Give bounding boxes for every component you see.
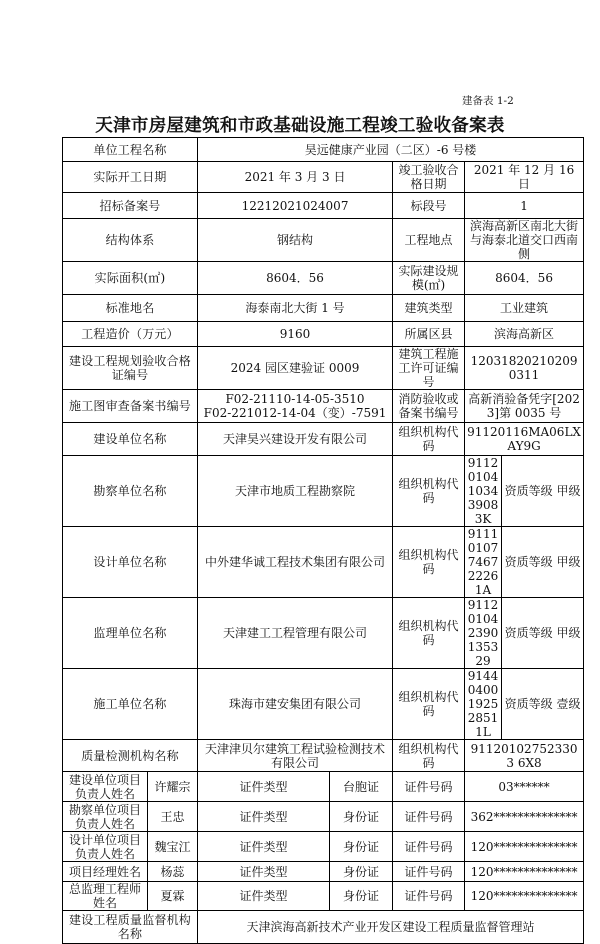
district-value: 滨海高新区 (465, 322, 584, 347)
table-row (63, 162, 584, 193)
builder-code-value: 91120116MA06LXAY9G (465, 423, 584, 456)
tender-no-label: 招标备案号 (63, 193, 198, 219)
table-row (63, 262, 584, 295)
drawing-review-value-2: F02-221012-14-04（变）-7591 (203, 406, 387, 420)
id-type-label: 证件类型 (198, 772, 330, 802)
person-role: 总监理工程师姓名 (63, 882, 148, 911)
filing-table (62, 137, 584, 944)
acceptance-date-value: 2021 年 12 月 16 日 (465, 162, 584, 193)
table-row (63, 802, 584, 832)
planning-cert-label: 建设工程规划验收合格证编号 (63, 347, 198, 390)
testing-code-label: 组织机构代码 (393, 740, 465, 772)
id-type-value: 台胞证 (330, 772, 393, 802)
design-unit-value: 中外建华诚工程技术集团有限公司 (198, 527, 393, 598)
id-type-label: 证件类型 (198, 862, 330, 882)
table-row (63, 772, 584, 802)
construction-code-value: 91440400192528511L (465, 669, 502, 740)
district-label: 所属区县 (393, 322, 465, 347)
builder-value: 天津昊兴建设开发有限公司 (198, 423, 393, 456)
survey-grade (502, 456, 584, 527)
section-no-value: 1 (465, 193, 584, 219)
design-grade-label: 资质等级 (504, 555, 553, 569)
table-row (63, 832, 584, 862)
id-number-label: 证件号码 (393, 832, 465, 862)
construction-permit-value: 120318202102090311 (465, 347, 584, 390)
survey-code-label: 组织机构代码 (393, 456, 465, 527)
testing-code-value: 911201027523303 6X8 (465, 740, 584, 772)
id-type-value: 身份证 (330, 832, 393, 862)
person-name: 杨蕊 (148, 862, 198, 882)
construction-grade (502, 669, 584, 740)
address-value: 海泰南北大街 1 号 (198, 295, 393, 322)
id-type-label: 证件类型 (198, 882, 330, 911)
table-row (63, 598, 584, 669)
supervision-grade-value: 甲级 (556, 626, 581, 640)
drawing-review-label: 施工图审查备案书编号 (63, 390, 198, 423)
drawing-review-value (198, 390, 393, 423)
design-code-value: 91110107746722261A (465, 527, 502, 598)
table-row (63, 322, 584, 347)
drawing-review-value-1: F02-21110-14-05-3510 (225, 392, 365, 406)
cost-value: 9160 (198, 322, 393, 347)
design-unit-label: 设计单位名称 (63, 527, 198, 598)
id-type-value: 身份证 (330, 862, 393, 882)
id-number-value: 120************** (465, 832, 584, 862)
id-type-value: 身份证 (330, 882, 393, 911)
supervision-unit-label: 监理单位名称 (63, 598, 198, 669)
area-value: 8604．56 (198, 262, 393, 295)
id-number-label: 证件号码 (393, 802, 465, 832)
person-name: 王忠 (148, 802, 198, 832)
table-row (63, 527, 584, 598)
construction-grade-label: 资质等级 (504, 697, 553, 711)
survey-grade-value: 甲级 (556, 484, 581, 498)
testing-agency-value: 天津津贝尔建筑工程试验检测技术有限公司 (198, 740, 393, 772)
start-date-label: 实际开工日期 (63, 162, 198, 193)
person-role: 勘察单位项目负责人姓名 (63, 802, 148, 832)
person-role: 项目经理姓名 (63, 862, 148, 882)
survey-unit-value: 天津市地质工程勘察院 (198, 456, 393, 527)
tender-no-value: 12212021024007 (198, 193, 393, 219)
design-code-label: 组织机构代码 (393, 527, 465, 598)
scale-label: 实际建设规模(㎡) (393, 262, 465, 295)
id-number-label: 证件号码 (393, 772, 465, 802)
supervision-agency-value: 天津滨海高新技术产业开发区建设工程质量监督管理站 (198, 911, 584, 944)
fire-acceptance-value: 高新消验备凭字[2023]第 0035 号 (465, 390, 584, 423)
construction-code-label: 组织机构代码 (393, 669, 465, 740)
construction-unit-label: 施工单位名称 (63, 669, 198, 740)
person-role: 建设单位项目负责人姓名 (63, 772, 148, 802)
address-label: 标准地名 (63, 295, 198, 322)
cost-label: 工程造价（万元） (63, 322, 198, 347)
form-number: 建备表 1-2 (462, 95, 514, 107)
table-row (63, 862, 584, 882)
area-label: 实际面积(㎡) (63, 262, 198, 295)
builder-code-label: 组织机构代码 (393, 423, 465, 456)
supervision-unit-value: 天津建工工程管理有限公司 (198, 598, 393, 669)
location-value: 滨海高新区南北大街与海泰北道交口西南侧 (465, 219, 584, 262)
person-name: 许耀宗 (148, 772, 198, 802)
table-row (63, 193, 584, 219)
person-name: 魏宝江 (148, 832, 198, 862)
survey-unit-label: 勘察单位名称 (63, 456, 198, 527)
building-type-value: 工业建筑 (465, 295, 584, 322)
survey-code-value: 91120104103439083K (465, 456, 502, 527)
table-row (63, 423, 584, 456)
table-row (63, 456, 584, 527)
acceptance-date-label: 竣工验收合格日期 (393, 162, 465, 193)
design-grade (502, 527, 584, 598)
id-number-value: 120************** (465, 862, 584, 882)
id-type-label: 证件类型 (198, 802, 330, 832)
table-row (63, 669, 584, 740)
table-row (63, 882, 584, 911)
table-row (63, 295, 584, 322)
survey-grade-label: 资质等级 (504, 484, 553, 498)
person-role: 设计单位项目负责人姓名 (63, 832, 148, 862)
supervision-grade (502, 598, 584, 669)
design-grade-value: 甲级 (556, 555, 581, 569)
id-number-label: 证件号码 (393, 882, 465, 911)
supervision-agency-label: 建设工程质量监督机构名称 (63, 911, 198, 944)
id-number-value: 362************** (465, 802, 584, 832)
supervision-grade-label: 资质等级 (504, 626, 553, 640)
person-name: 夏霖 (148, 882, 198, 911)
construction-permit-label: 建筑工程施工许可证编号 (393, 347, 465, 390)
testing-agency-label: 质量检测机构名称 (63, 740, 198, 772)
project-name-label: 单位工程名称 (63, 138, 198, 162)
scale-value: 8604．56 (465, 262, 584, 295)
table-row (63, 219, 584, 262)
project-name-value: 昊远健康产业园（二区）-6 号楼 (198, 138, 584, 162)
start-date-value: 2021 年 3 月 3 日 (198, 162, 393, 193)
builder-label: 建设单位名称 (63, 423, 198, 456)
structure-value: 钢结构 (198, 219, 393, 262)
supervision-code-value: 911201042390135329 (465, 598, 502, 669)
construction-grade-value: 壹级 (556, 697, 581, 711)
table-row (63, 911, 584, 944)
construction-unit-value: 珠海市建安集团有限公司 (198, 669, 393, 740)
structure-label: 结构体系 (63, 219, 198, 262)
page-title: 天津市房屋建筑和市政基础设施工程竣工验收备案表 (95, 116, 505, 136)
id-number-value: 03****** (465, 772, 584, 802)
planning-cert-value: 2024 园区建验证 0009 (198, 347, 393, 390)
section-no-label: 标段号 (393, 193, 465, 219)
table-row (63, 390, 584, 423)
id-number-value: 120************** (465, 882, 584, 911)
id-number-label: 证件号码 (393, 862, 465, 882)
building-type-label: 建筑类型 (393, 295, 465, 322)
id-type-value: 身份证 (330, 802, 393, 832)
location-label: 工程地点 (393, 219, 465, 262)
table-row (63, 347, 584, 390)
fire-acceptance-label: 消防验收或备案书编号 (393, 390, 465, 423)
supervision-code-label: 组织机构代码 (393, 598, 465, 669)
table-row (63, 740, 584, 772)
table-row (63, 138, 584, 162)
id-type-label: 证件类型 (198, 832, 330, 862)
